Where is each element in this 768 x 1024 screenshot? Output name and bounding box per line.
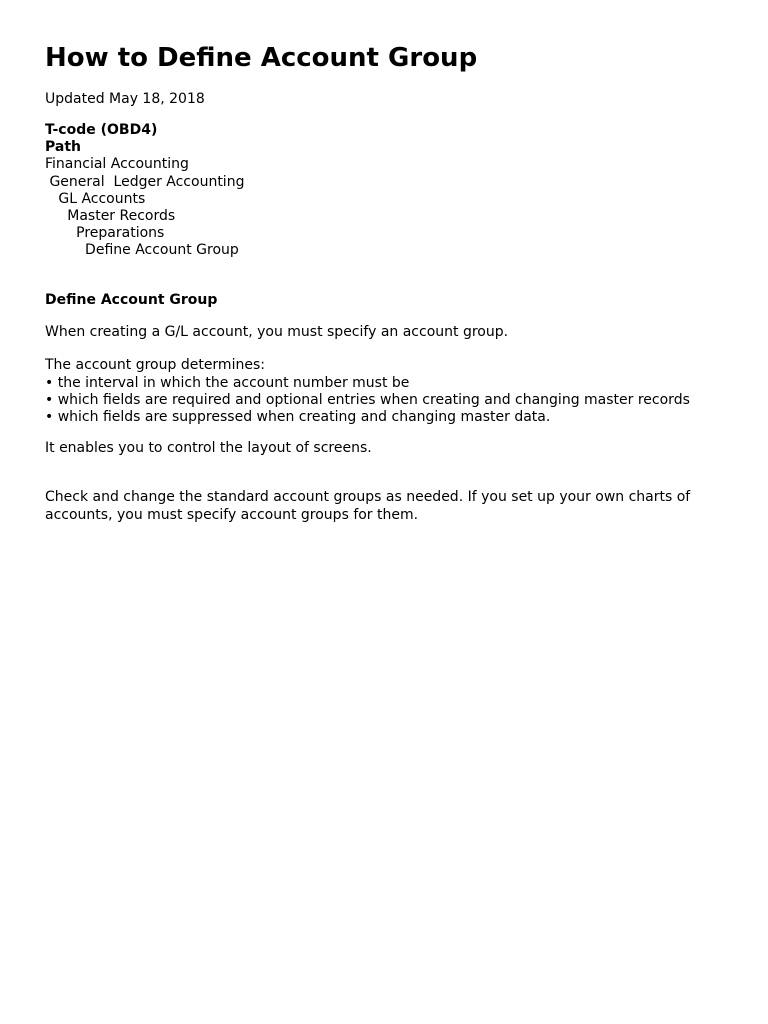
layout-note-paragraph: It enables you to control the layout of screens. [45, 440, 372, 457]
path-step: Define Account Group [45, 242, 239, 259]
intro-paragraph: When creating a G/L account, you must specify an account group. [45, 324, 509, 341]
definition-section [45, 292, 725, 524]
closing-paragraph: Check and change the standard account groups as needed. If you set up your own charts of accounts, you must specify account groups for them. [45, 489, 691, 523]
path-step: Master Records [45, 208, 176, 225]
path-step: Financial Accounting [45, 156, 189, 173]
bullet-item: • which fields are required and optional entries when creating and changing master records [45, 391, 690, 408]
path-step: General Ledger Accounting [45, 173, 245, 190]
path-step: Preparations [45, 225, 165, 242]
updated-date: Updated May 18, 2018 [45, 91, 205, 107]
tcode-path-block [45, 122, 244, 260]
path-label: Path [45, 139, 81, 156]
determines-label: The account group determines: [45, 357, 265, 374]
tcode-label: T-code (OBD4) [45, 122, 158, 138]
bullet-item: • which fields are suppressed when creating and changing master data. [45, 409, 551, 426]
path-step: GL Accounts [45, 190, 146, 207]
section-heading: Define Account Group [45, 292, 218, 308]
page-title: How to Define Account Group [45, 43, 478, 73]
bullet-item: • the interval in which the account number must be [45, 374, 410, 391]
determines-block [45, 357, 725, 426]
